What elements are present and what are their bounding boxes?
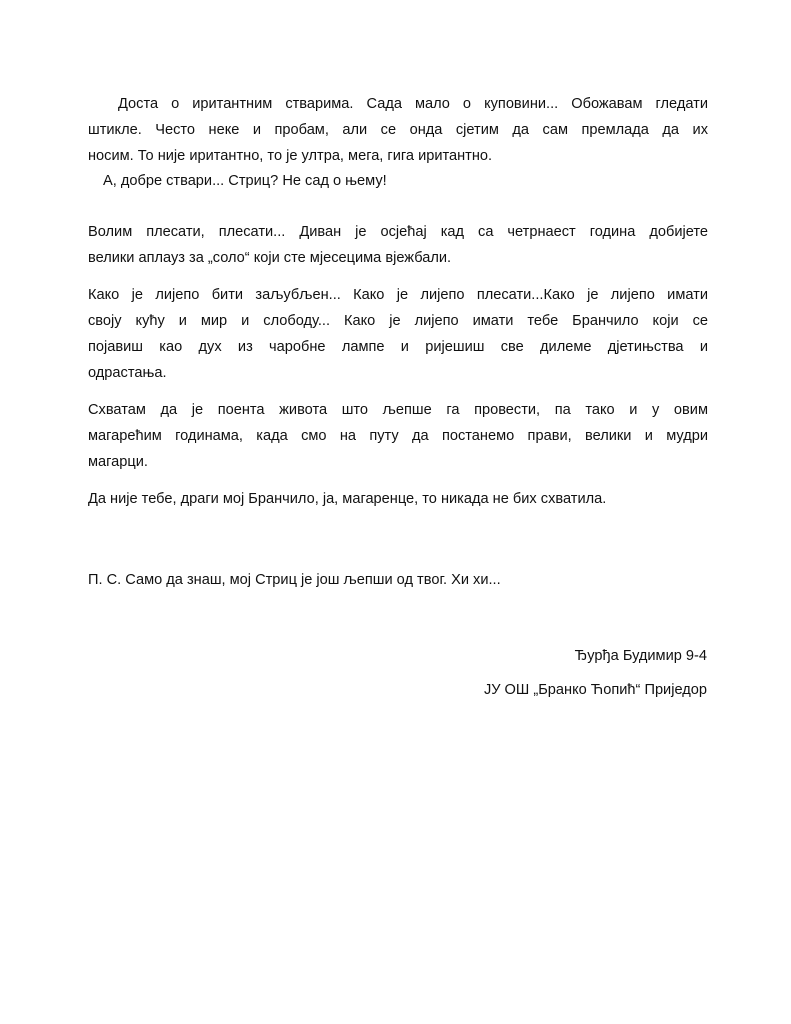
text-line: велики аплауз за „соло“ који сте мјесецима вјежбали.: [88, 250, 452, 266]
text-line: носим. То није иритантно, то је ултра, мега, гига иритантно.: [88, 148, 493, 164]
signature-school: ЈУ ОШ „Бранко Ћопић“ Приједор: [483, 682, 707, 698]
postscript: [88, 567, 708, 593]
text-line: одрастања.: [88, 365, 167, 381]
text-line: А, добре ствари... Стриц? Не сад о њему!: [103, 173, 387, 189]
text-line: магарци.: [88, 454, 148, 470]
paragraph-3: [88, 219, 708, 271]
text-line: Како је лијепо бити заљубљен... Како је лијепо плесати...Како је лијепо имати: [88, 287, 708, 303]
text-line: Доста о иритантним стварима. Сада мало о куповини... Обожавам гледати: [118, 96, 708, 112]
paragraph-5: [88, 397, 708, 475]
signature-author: Ђурђа Будимир 9-4: [574, 648, 707, 664]
text-line: Волим плесати, плесати... Диван је осјећај кад са четрнаест година добијете: [88, 224, 708, 240]
paragraph-1: [88, 91, 708, 169]
paragraph-6: [88, 486, 708, 512]
text-line: Да није тебе, драги мој Бранчило, ја, магаренце, то никада не бих схватила.: [88, 491, 607, 507]
text-line: појавиш као дух из чаробне лампе и ријешиш све дилеме дјетињства и: [88, 339, 708, 355]
text-line: П. С. Само да знаш, мој Стриц је још љепши од твог. Хи хи...: [88, 572, 501, 588]
text-line: своју кућу и мир и слободу... Како је лијепо имати тебе Бранчило који се: [88, 313, 708, 329]
text-line: штикле. Често неке и пробам, али се онда сјетим да сам премлада да их: [88, 122, 708, 138]
text-line: Схватам да је поента живота што љепше га провести, па тако и у овим: [88, 402, 708, 418]
paragraph-2: [88, 168, 708, 194]
text-line: магарећим годинама, када смо на путу да постанемо прави, велики и мудри: [88, 428, 708, 444]
paragraph-4: [88, 282, 708, 386]
